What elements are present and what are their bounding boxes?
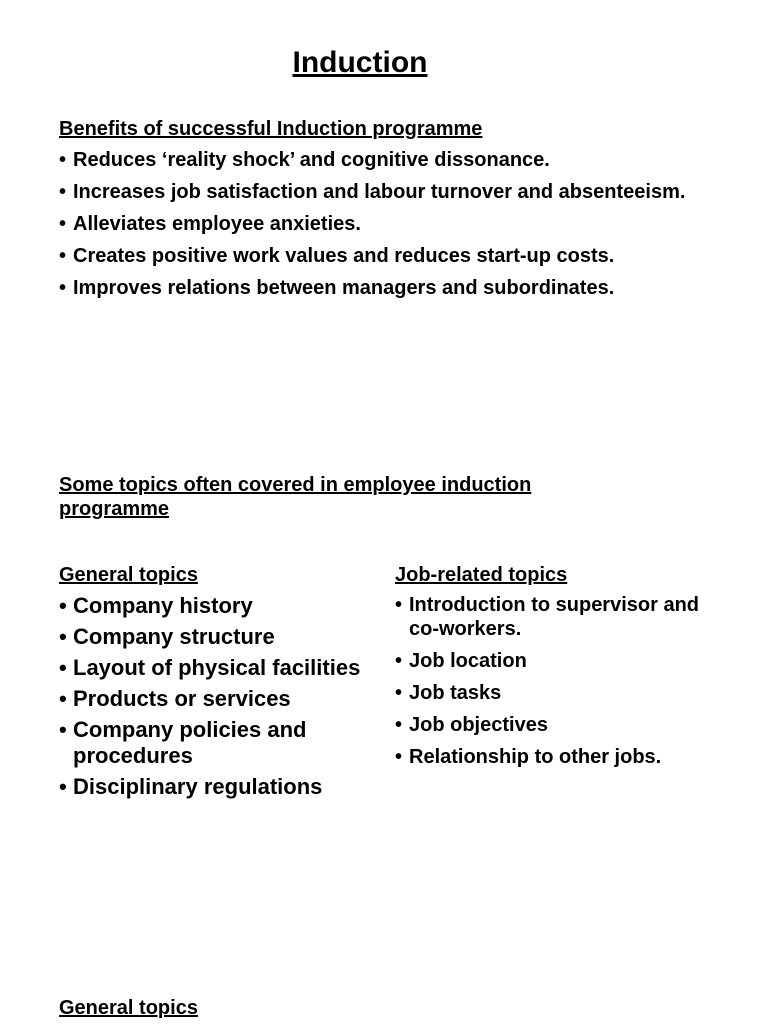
footer-heading: General topics bbox=[59, 997, 198, 1019]
general-topics-list bbox=[59, 593, 379, 805]
job-related-topics-heading: Job-related topics bbox=[395, 564, 568, 586]
list-item bbox=[59, 717, 379, 769]
bullet-icon: • bbox=[59, 717, 67, 742]
list-item bbox=[59, 180, 699, 204]
benefit-text: Reduces ‘reality shock’ and cognitive dissonance. bbox=[73, 149, 550, 171]
benefit-text: Increases job satisfaction and labour turnover and absenteeism. bbox=[73, 181, 686, 203]
list-item bbox=[59, 655, 379, 681]
bullet-icon: • bbox=[59, 213, 67, 235]
topics-heading: Some topics often covered in employee induction programme bbox=[59, 474, 532, 520]
general-topics-heading: General topics bbox=[59, 564, 198, 586]
bullet-icon: • bbox=[59, 245, 67, 267]
list-item bbox=[59, 212, 699, 236]
topic-text: Company structure bbox=[73, 624, 275, 649]
topic-text: Job objectives bbox=[409, 714, 548, 736]
list-item bbox=[395, 713, 715, 737]
list-item bbox=[59, 774, 379, 800]
job-related-topics-list bbox=[395, 593, 715, 777]
bullet-icon: • bbox=[59, 181, 67, 203]
topic-text: Layout of physical facilities bbox=[73, 655, 361, 680]
bullet-icon: • bbox=[59, 686, 67, 711]
topic-text: Disciplinary regulations bbox=[73, 774, 323, 799]
bullet-icon: • bbox=[395, 746, 403, 768]
topic-text: Job location bbox=[409, 650, 527, 672]
list-item bbox=[59, 276, 699, 300]
benefit-text: Improves relations between managers and subordinates. bbox=[73, 277, 615, 299]
bullet-icon: • bbox=[395, 650, 403, 672]
list-item bbox=[59, 686, 379, 712]
topic-text: Job tasks bbox=[409, 682, 502, 704]
benefit-text: Alleviates employee anxieties. bbox=[73, 213, 361, 235]
topic-text: Company history bbox=[73, 593, 253, 618]
page-title: Induction bbox=[292, 46, 428, 79]
bullet-icon: • bbox=[59, 149, 67, 171]
topic-text: Introduction to supervisor and co-workers. bbox=[409, 594, 700, 640]
bullet-icon: • bbox=[395, 714, 403, 736]
list-item bbox=[59, 148, 699, 172]
list-item bbox=[59, 244, 699, 268]
list-item bbox=[395, 649, 715, 673]
benefits-list bbox=[59, 148, 699, 308]
list-item bbox=[395, 681, 715, 705]
list-item bbox=[395, 593, 715, 641]
list-item bbox=[395, 745, 715, 769]
bullet-icon: • bbox=[395, 682, 403, 704]
bullet-icon: • bbox=[59, 655, 67, 680]
bullet-icon: • bbox=[59, 593, 67, 618]
bullet-icon: • bbox=[59, 277, 67, 299]
bullet-icon: • bbox=[395, 594, 403, 616]
list-item bbox=[59, 593, 379, 619]
bullet-icon: • bbox=[59, 774, 67, 799]
topic-text: Relationship to other jobs. bbox=[409, 746, 662, 768]
bullet-icon: • bbox=[59, 624, 67, 649]
benefits-heading: Benefits of successful Induction programme bbox=[59, 118, 483, 140]
benefit-text: Creates positive work values and reduces start-up costs. bbox=[73, 245, 615, 267]
list-item bbox=[59, 624, 379, 650]
topic-text: Products or services bbox=[73, 686, 291, 711]
topic-text: Company policies and procedures bbox=[73, 717, 307, 768]
